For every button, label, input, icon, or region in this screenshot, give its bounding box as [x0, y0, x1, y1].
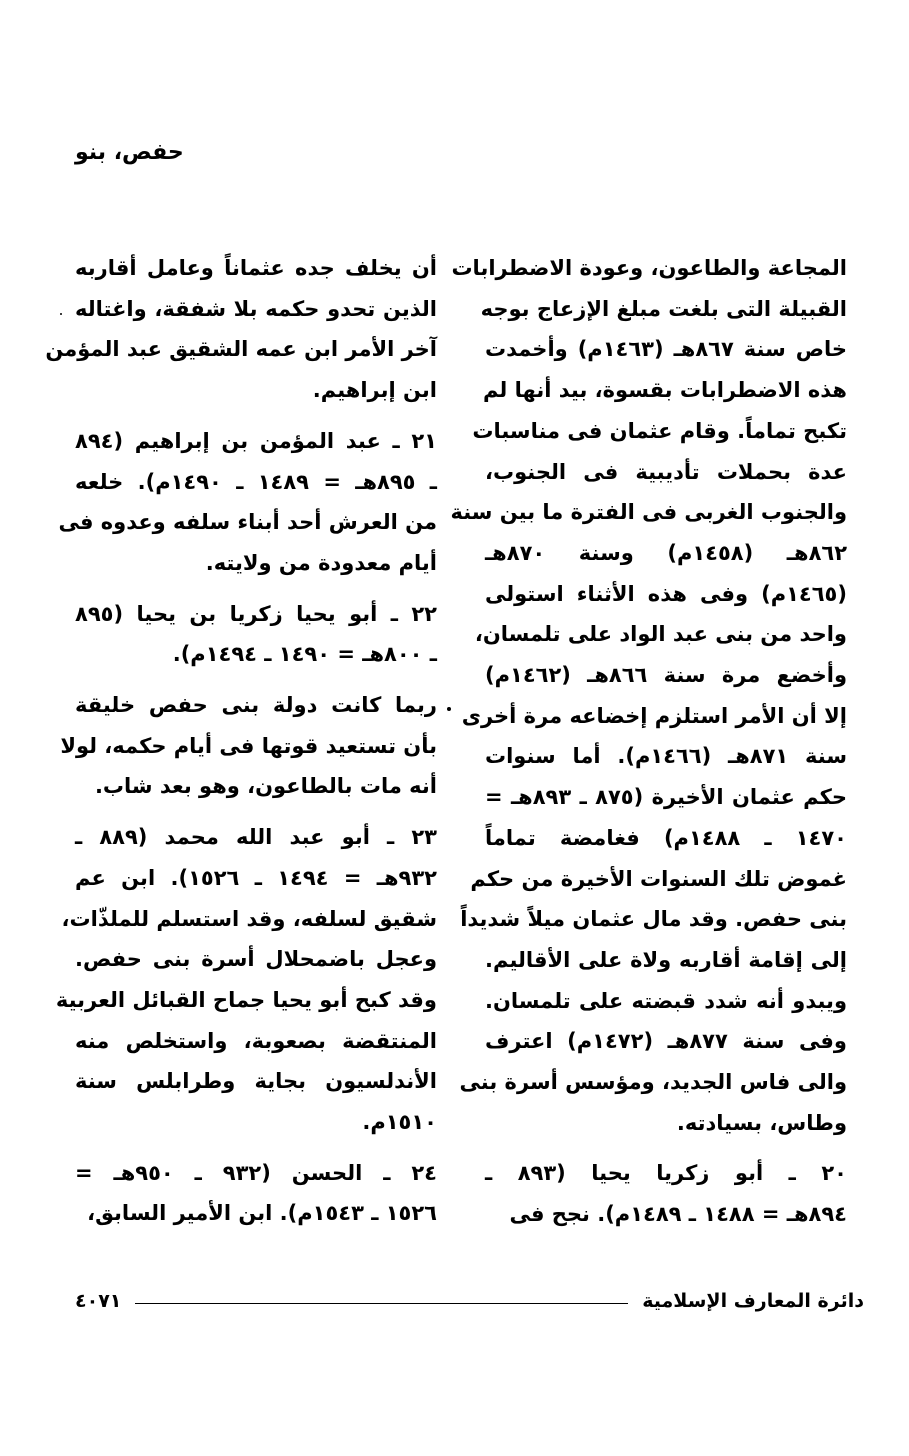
text-line: إلى إقامة أقاربه ولاة على الأقاليم.	[485, 947, 847, 972]
text-line: المنتقضة بصعوبة، واستخلص منه	[75, 1028, 437, 1053]
text-line: أيام معدودة من ولايته.	[205, 550, 437, 575]
text-line: (١٤٦٥م) وفى هذه الأثناء استولى	[485, 581, 847, 606]
text-line: أن يخلف جده عثماناً وعامل أقاربه	[75, 256, 437, 280]
text-line: ٢١ ـ عبد المؤمن بن إبراهيم (٨٩٤	[75, 428, 437, 453]
text-line: ٢٠ ـ أبو زكريا يحيا (٨٩٣ ـ	[485, 1161, 847, 1186]
text-line: غموض تلك السنوات الأخيرة من حكم	[470, 866, 847, 891]
text-line: تكبح تماماً. وقام عثمان فى مناسبات	[472, 418, 847, 443]
text-line: حكم عثمان الأخيرة (٨٧٥ ـ ٨٩٣هـ =	[485, 785, 847, 810]
text-line: هذه الاضطرابات بقسوة، بيد أنها لم	[482, 378, 847, 403]
text-line: ابن إبراهيم.	[312, 378, 437, 403]
text-line: والجنوب الغربى فى الفترة ما بين سنة	[450, 500, 847, 525]
text-line: ٢٢ ـ أبو يحيا زكريا بن يحيا (٨٩٥	[75, 601, 437, 626]
text-column-right	[450, 248, 848, 1245]
margin-dot	[447, 707, 451, 711]
text-line: وفى سنة ٨٧٧هـ (١٤٧٢م) اعترف	[485, 1029, 847, 1054]
text-line: إلا أن الأمر استلزم إخضاعه مرة أخرى	[461, 703, 847, 728]
margin-dot	[60, 313, 62, 315]
text-line: وطاس، بسيادته.	[676, 1110, 847, 1135]
text-line: ١٥١٠م.	[362, 1110, 437, 1135]
text-line: ٢٤ ـ الحسن (٩٣٢ ـ ٩٥٠هـ =	[75, 1160, 437, 1185]
text-line: ٨٩٤هـ = ١٤٨٨ ـ ١٤٨٩م). نجح فى	[509, 1202, 847, 1227]
left-column-paragraph	[55, 817, 437, 1143]
text-line: آخر الأمر ابن عمه الشقيق عبد المؤمن	[45, 337, 437, 362]
text-line: بنى حفص. وقد مال عثمان ميلاً شديداً	[460, 907, 847, 932]
text-line: ٢٣ ـ أبو عبد الله محمد (٨٨٩ ـ	[75, 825, 437, 850]
text-line: القبيلة التى بلغت مبلغ الإزعاج بوجه	[480, 296, 847, 321]
text-line: ٨٦٢هـ (١٤٥٨م) وسنة ٨٧٠هـ	[485, 540, 848, 565]
footer-encyclopedia-title: دائرة المعارف الإسلامية	[642, 1290, 864, 1312]
text-line: الذين تحدو حكمه بلا شفقة، واغتاله	[75, 296, 437, 321]
text-line: ويبدو أنه شدد قبضته على تلمسان.	[485, 988, 847, 1013]
text-line: ١٥٢٦ ـ ١٥٤٣م). ابن الأمير السابق،	[87, 1201, 437, 1226]
text-line: خاص سنة ٨٦٧هـ (١٤٦٣م) وأخمدت	[485, 337, 847, 362]
text-line: ١٤٧٠ ـ ١٤٨٨م) فغامضة تماماً	[485, 825, 847, 850]
left-column-paragraph	[58, 421, 437, 584]
left-column-paragraph	[75, 594, 437, 675]
text-line: ربما كانت دولة بنى حفص خليقة	[75, 693, 437, 718]
footer-rule	[135, 1303, 628, 1304]
text-line: ـ ٨٩٥هـ = ١٤٨٩ ـ ١٤٩٠م). خلعه	[75, 469, 437, 494]
text-line: المجاعة والطاعون، وعودة الاضطرابات	[451, 256, 847, 280]
text-line: من العرش أحد أبناء سلفه وعدوه فى	[58, 510, 437, 535]
running-head-title: حفص، بنو	[75, 140, 184, 165]
text-line: وقد كبح أبو يحيا جماح القبائل العربية	[55, 987, 437, 1012]
text-line: سنة ٨٧١هـ (١٤٦٦م). أما سنوات	[485, 744, 847, 769]
footer-page-number: ٤٠٧١	[75, 1290, 122, 1312]
text-column-left	[45, 248, 437, 1244]
text-line: بأن تستعيد قوتها فى أيام حكمه، لولا	[60, 733, 437, 758]
page-footer	[75, 1290, 864, 1312]
text-line: وأخضع مرة سنة ٨٦٦هـ (١٤٦٢م)	[485, 663, 847, 688]
text-line: واحد من بنى عبد الواد على تلمسان،	[474, 622, 847, 647]
text-line: عدة بحملات تأديبية فى الجنوب،	[485, 459, 847, 484]
right-column-paragraph	[485, 1153, 847, 1234]
text-line: الأندلسيون بجاية وطرابلس سنة	[75, 1069, 437, 1094]
text-line: أنه مات بالطاعون، وهو بعد شاب.	[94, 774, 437, 799]
right-column-paragraph	[450, 248, 848, 1143]
left-column-paragraph	[45, 248, 437, 411]
text-line: والى فاس الجديد، ومؤسس أسرة بنى	[459, 1070, 847, 1095]
text-line: شقيق لسلفه، وقد استسلم للملذّات،	[61, 906, 437, 931]
left-column-paragraph	[75, 1153, 437, 1234]
text-line: ـ ٨٠٠هـ = ١٤٩٠ ـ ١٤٩٤م).	[172, 642, 437, 667]
text-line: وعجل باضمحلال أسرة بنى حفص.	[75, 947, 437, 972]
left-column-paragraph	[60, 685, 437, 807]
text-line: ٩٣٢هـ = ١٤٩٤ ـ ١٥٢٦). ابن عم	[75, 865, 437, 890]
